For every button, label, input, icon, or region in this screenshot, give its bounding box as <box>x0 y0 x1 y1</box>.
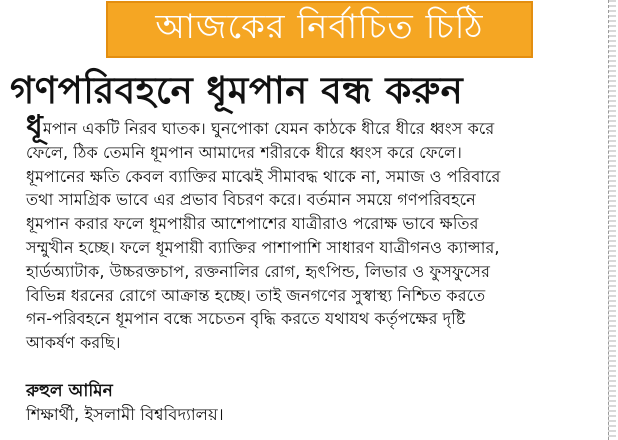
author-name: রুহুল আমিন <box>26 381 113 401</box>
body-line: তথা সামগ্রিক ভাবে এর প্রভাব বিচরণ করে। বর্তমান সময়ে গণপরিবহনে <box>26 190 476 210</box>
body-line: বিভিন্ন ধরনের রোগে আক্রান্ত হচ্ছে। তাই জনগণের সুস্বাস্থ্য নিশ্চিত করতে <box>26 285 486 305</box>
article-body <box>26 109 608 355</box>
author-affiliation: শিক্ষার্থী, ইসলামী বিশ্ববিদ্যালয়। <box>26 405 224 424</box>
body-line: ধূমপানের ক্ষতি কেবল ব্যাক্তির মাঝেই সীমাবদ্ধ থাকে না, সমাজ ও পরিবারে <box>26 166 501 186</box>
body-line: সম্মুখীন হচ্ছে। ফলে ধূমপায়ী ব্যাক্তির পাশাপাশি সাধারণ যাত্রীগনও ক্যান্সার, <box>26 237 500 257</box>
section-title: আজকের নির্বাচিত চিঠি <box>155 7 484 47</box>
body-line: ফেলে, ঠিক তেমনি ধূমপান আমাদের শরীরকে ধীরে ধ্বংস করে ফেলে। <box>26 142 462 162</box>
section-banner <box>106 1 533 58</box>
body-line: হার্ডঅ্যাটাক, উচ্চরক্তচাপ, রক্তনালির রোগ, হৃৎপিন্ড, লিভার ও ফুসফুসের <box>26 261 490 281</box>
body-line: গন-পরিবহনে ধূমপান বন্ধে সচেতন বৃদ্ধি করতে যথাযথ কর্তৃপক্ষের দৃষ্টি <box>26 309 466 329</box>
body-line-text: মপান একটি নিরব ঘাতক। ঘুনপোকা যেমন কাঠকে ধীরে ধীরে ধ্বংস করে <box>42 119 495 138</box>
drop-cap: ধূ <box>26 109 43 144</box>
article-headline: গণপরিবহনে ধূমপান বন্ধ করুন <box>10 69 464 112</box>
body-line <box>26 109 608 144</box>
body-line: ধূমপান করার ফলে ধূমপায়ীর আশেপাশের যাত্রীরাও পরোক্ষ ভাবে ক্ষতির <box>26 214 479 234</box>
body-line: আকর্ষণ করছি। <box>26 333 121 353</box>
